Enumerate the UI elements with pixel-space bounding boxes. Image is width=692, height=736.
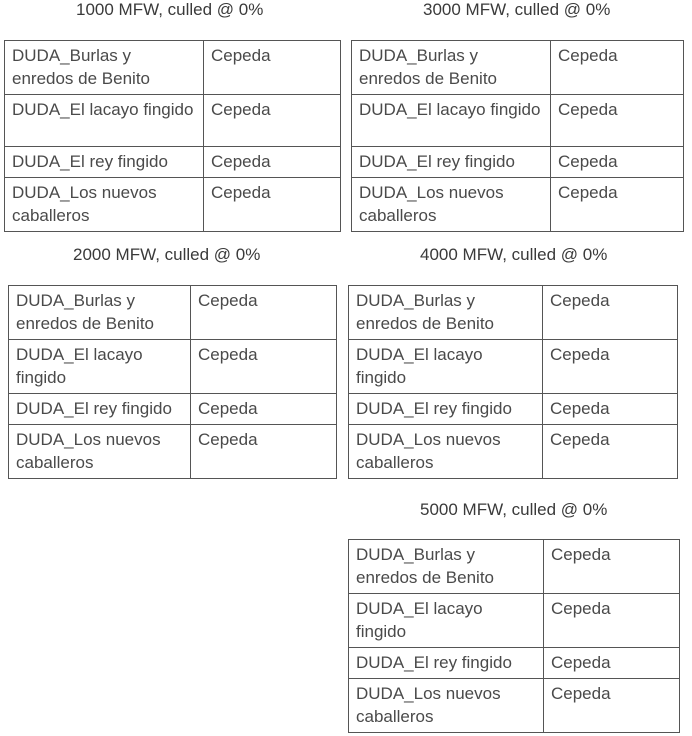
author-cell: Cepeda [204,95,341,147]
author-cell: Cepeda [544,648,680,679]
text-cell: DUDA_El rey fingido [9,394,191,425]
text-cell: DUDA_El rey fingido [349,394,543,425]
text-cell: DUDA_Los nuevos caballeros [352,178,551,232]
author-cell: Cepeda [191,425,337,479]
table-row [349,679,680,733]
text-cell: DUDA_El lacayo fingido [9,340,191,394]
table-caption-1000: 1000 MFW, culled @ 0% [76,0,264,19]
text-cell: DUDA_El lacayo fingido [5,95,204,147]
table-row [352,178,684,232]
table-row [349,394,678,425]
author-cell: Cepeda [551,95,684,147]
text-cell: DUDA_Los nuevos caballeros [349,425,543,479]
table-row [352,41,684,95]
author-cell: Cepeda [191,286,337,340]
table-row [9,286,337,340]
text-cell: DUDA_Los nuevos caballeros [349,679,544,733]
text-cell: DUDA_Los nuevos caballeros [5,178,204,232]
author-cell: Cepeda [543,340,678,394]
table-row [352,147,684,178]
table-row [9,425,337,479]
text-cell: DUDA_Burlas y enredos de Benito [352,41,551,95]
table-row [5,95,341,147]
author-cell: Cepeda [543,425,678,479]
author-cell: Cepeda [551,147,684,178]
table-caption-4000: 4000 MFW, culled @ 0% [420,245,608,264]
table-row [349,594,680,648]
table-caption-5000: 5000 MFW, culled @ 0% [420,500,608,519]
table-row [5,178,341,232]
text-cell: DUDA_Burlas y enredos de Benito [9,286,191,340]
author-cell: Cepeda [551,41,684,95]
text-cell: DUDA_Burlas y enredos de Benito [349,286,543,340]
author-cell: Cepeda [544,540,680,594]
table-row [349,286,678,340]
table-row [9,340,337,394]
results-table-3000 [351,40,684,232]
text-cell: DUDA_Los nuevos caballeros [9,425,191,479]
results-table-4000 [348,285,678,479]
author-cell: Cepeda [191,394,337,425]
results-table-2000 [8,285,337,479]
table-row [349,425,678,479]
text-cell: DUDA_El lacayo fingido [352,95,551,147]
text-cell: DUDA_El rey fingido [352,147,551,178]
author-cell: Cepeda [543,286,678,340]
author-cell: Cepeda [204,178,341,232]
table-row [5,147,341,178]
text-cell: DUDA_Burlas y enredos de Benito [349,540,544,594]
table-caption-2000: 2000 MFW, culled @ 0% [73,245,261,264]
text-cell: DUDA_El rey fingido [5,147,204,178]
table-caption-3000: 3000 MFW, culled @ 0% [423,0,611,19]
results-table-1000 [4,40,341,232]
table-row [5,41,341,95]
table-row [349,540,680,594]
author-cell: Cepeda [551,178,684,232]
table-row [9,394,337,425]
author-cell: Cepeda [543,394,678,425]
results-table-5000 [348,539,680,733]
author-cell: Cepeda [544,594,680,648]
author-cell: Cepeda [191,340,337,394]
text-cell: DUDA_El rey fingido [349,648,544,679]
text-cell: DUDA_Burlas y enredos de Benito [5,41,204,95]
text-cell: DUDA_El lacayo fingido [349,594,544,648]
author-cell: Cepeda [204,147,341,178]
text-cell: DUDA_El lacayo fingido [349,340,543,394]
table-row [352,95,684,147]
table-row [349,648,680,679]
table-row [349,340,678,394]
author-cell: Cepeda [204,41,341,95]
author-cell: Cepeda [544,679,680,733]
